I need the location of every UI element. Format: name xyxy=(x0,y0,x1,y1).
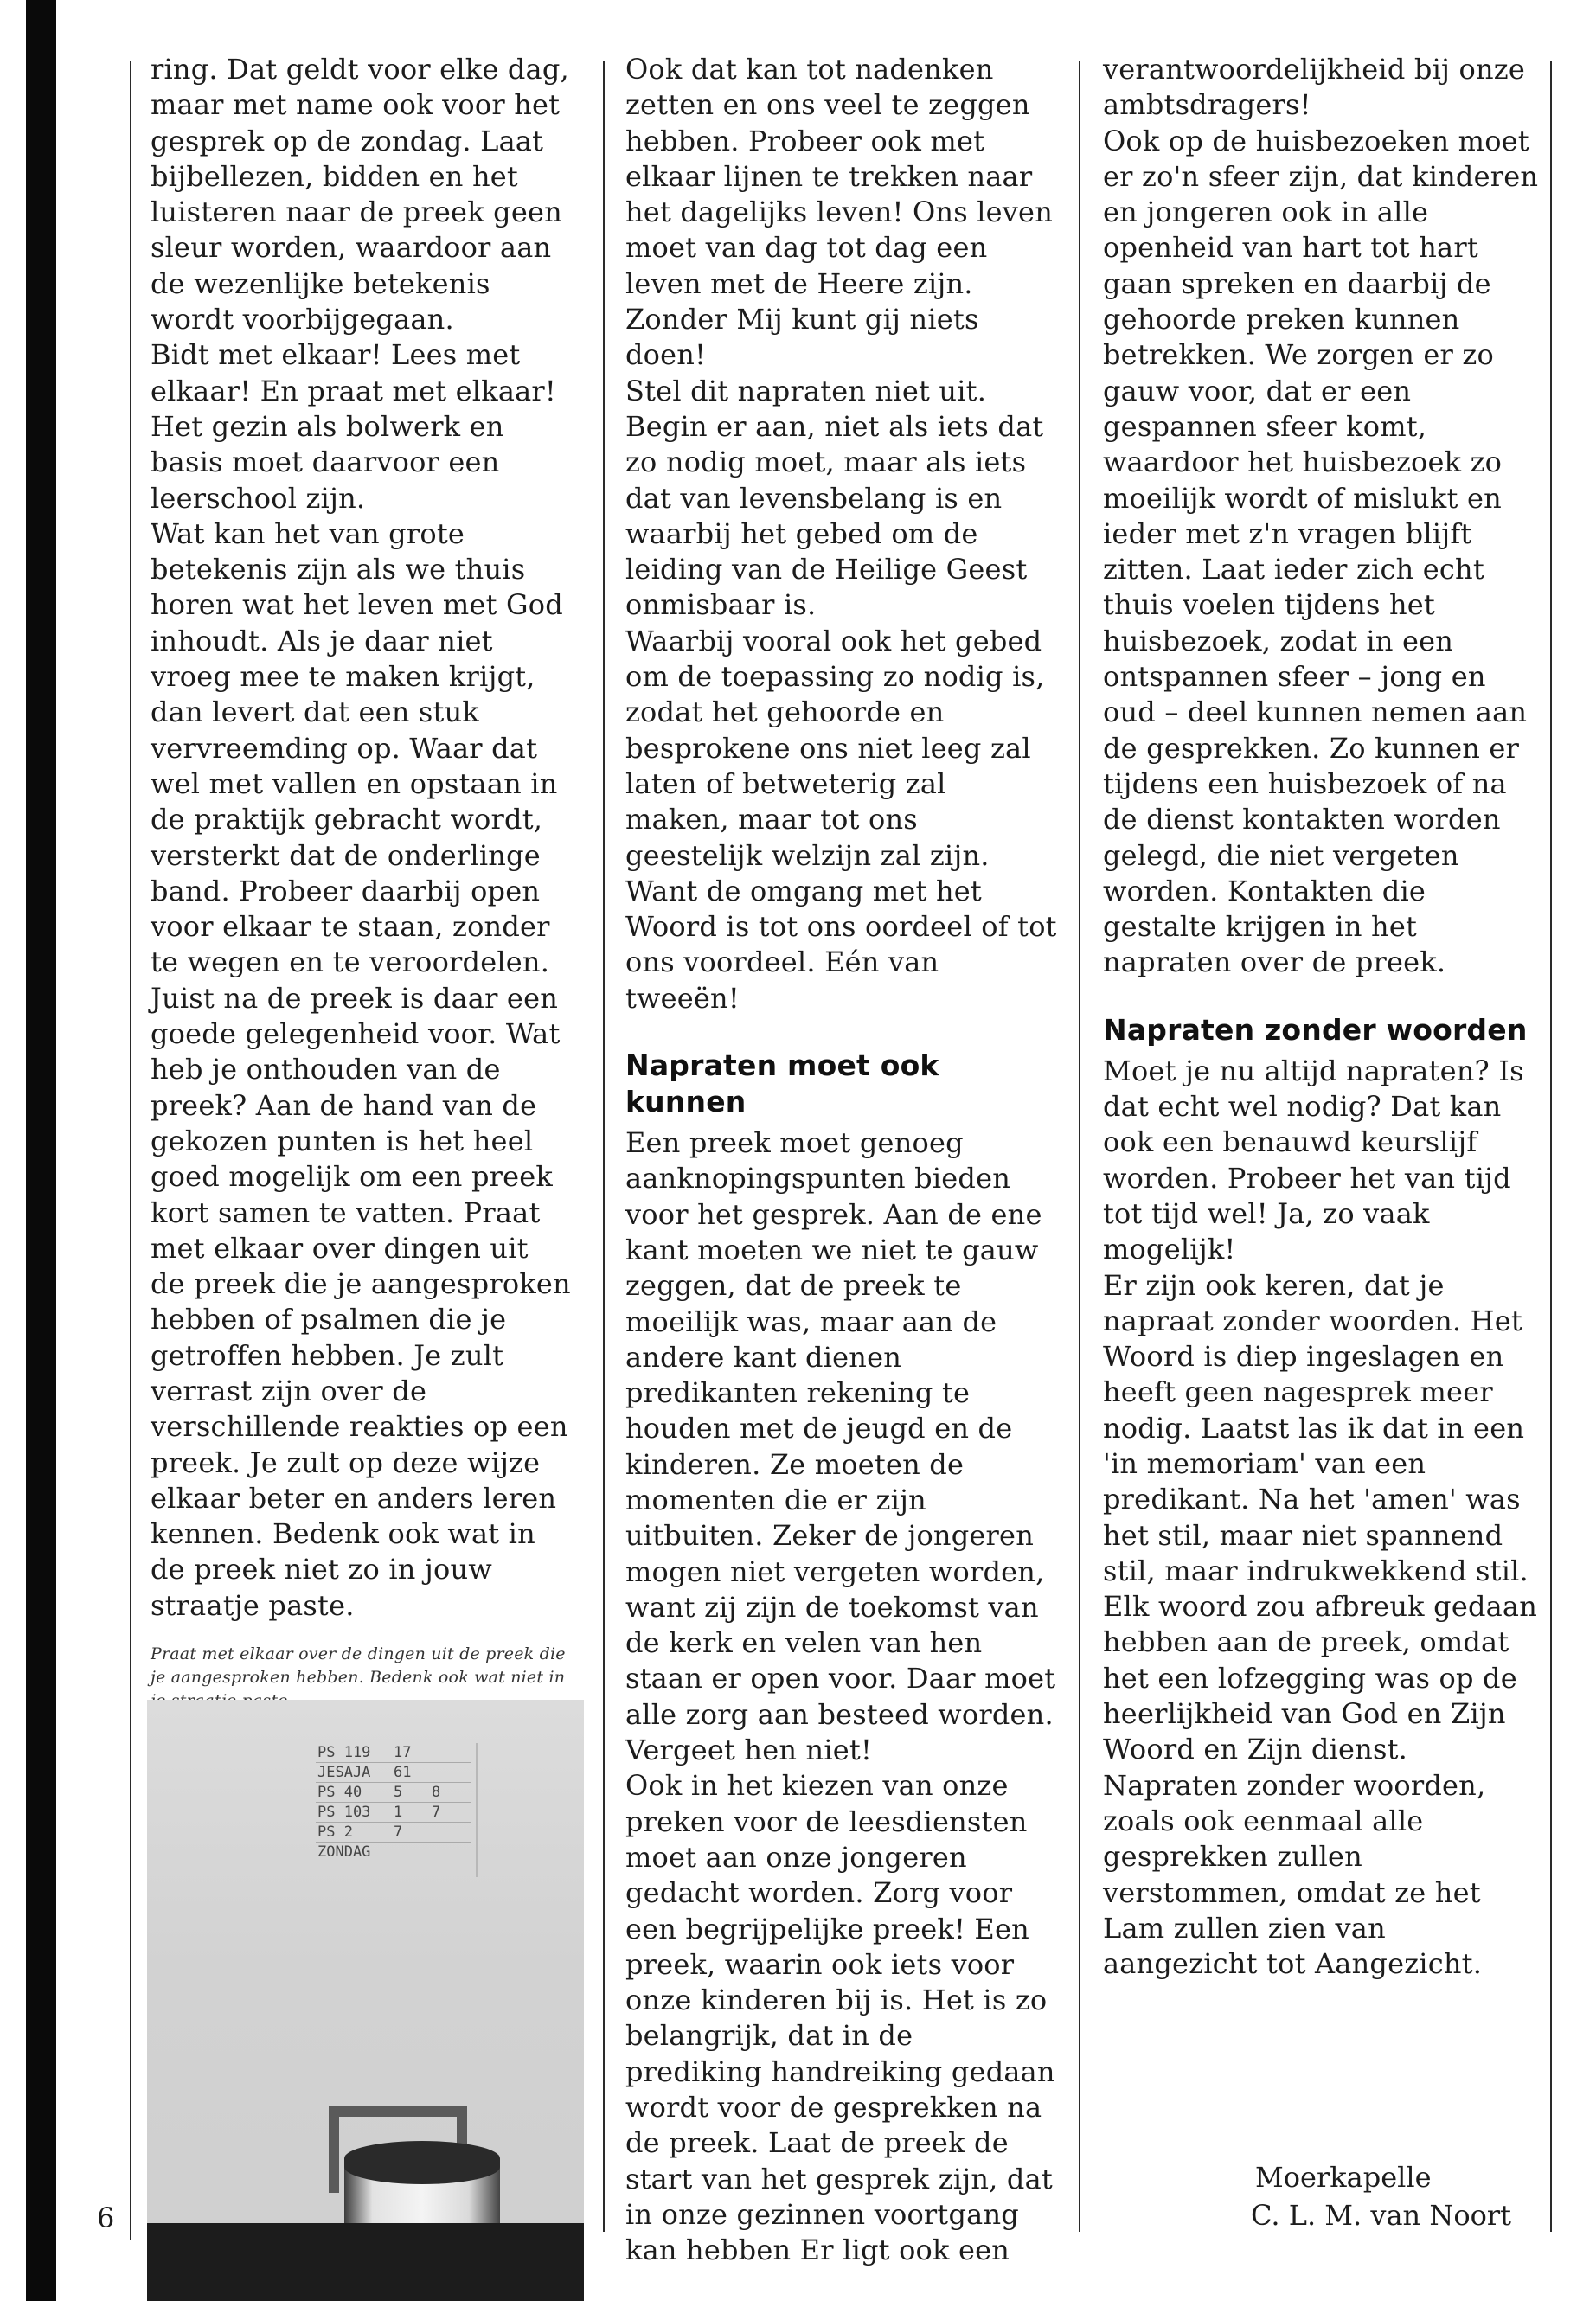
board-row xyxy=(316,1743,471,1763)
board-row xyxy=(316,1803,471,1823)
floor-shadow xyxy=(147,2223,584,2301)
board-cell: 5 xyxy=(394,1784,403,1801)
board-cell: 7 xyxy=(394,1823,403,1841)
paragraph: Bidt met elkaar! Lees met elkaar! En praat met elkaar! Het gezin als bolwerk en basis moet daarvoor een leerschool zijn. xyxy=(151,338,556,515)
paragraph: Ook op de huisbezoeken moet er zo'n sfeer zijn, dat kinderen en jongeren ook in alle openheid van hart tot hart gaan spreken en daarbij de gehoorde preken kunnen betrekken. We zorgen er zo gauw voor, dat er een gespannen sfeer komt, waardoor het huisbezoek zo moeilijk wordt of mislukt en ieder met z'n vragen blijft zitten. Laat ieder zich echt thuis voelen tijdens het huisbezoek, zodat in een ontspannen sfeer – jong en oud – deel kunnen nemen aan de gesprekken. Zo kunnen er tijdens een huisbezoek of na de dienst kontakten worden gelegd, die niet vergeten worden. Kontakten die gestalte krijgen in het napraten over de preek. xyxy=(1103,124,1539,979)
board-cell: JESAJA xyxy=(317,1764,371,1781)
paragraph: Wat kan het van grote betekenis zijn als we thuis horen wat het leven met God inhoudt. Als je daar niet vroeg mee te maken krijgt, dan levert dat een stuk vervreemding op. Waar dat wel met vallen en opstaan in de praktijk gebracht wordt, versterkt dat de onderlinge band. Probeer daarbij open voor elkaar te staan, zonder te wegen en te veroordelen. xyxy=(151,516,563,979)
board-row xyxy=(316,1823,471,1843)
pot-rim xyxy=(344,2141,500,2184)
paragraph: verantwoordelijkheid bij onze ambtsdragers! xyxy=(1103,53,1526,122)
board-cell: 7 xyxy=(432,1804,441,1821)
board-cell: 17 xyxy=(394,1744,412,1761)
paragraph: Moet je nu altijd napraten? Is dat echt wel nodig? Dat kan ook een benauwd keurslijf worden. Probeer het van tijd tot tijd wel! Ja, zo vaak mogelijk! xyxy=(1103,1054,1524,1266)
board-cell: PS 2 xyxy=(317,1823,353,1841)
board-cell: PS 40 xyxy=(317,1784,362,1801)
column-2 xyxy=(625,52,1058,2269)
paragraph: Juist na de preek is daar een goede gelegenheid voor. Wat heb je onthouden van de preek? Aan de hand van de gekozen punten is het heel goed mogelijk om een preek kort samen te vatten. Praat met elkaar over dingen uit de preek die je aangesproken hebben of psalmen die je getroffen hebben. Je zult verrast zijn over de verschillende reakties op een preek. Je zult op deze wijze elkaar beter en anders leren kennen. Bedenk ook wat in de preek niet zo in jouw straatje paste. xyxy=(151,981,571,1622)
photo-caption: Praat met elkaar over de dingen uit de preek die je aangesproken hebben. Bedenk ook wat niet in xyxy=(151,1644,566,1688)
board-cell: 1 xyxy=(394,1804,403,1821)
column-3 xyxy=(1103,52,1540,1982)
board-cell xyxy=(432,1823,466,1842)
column-rule-right xyxy=(1079,61,1080,2232)
signature-place: Moerkapelle xyxy=(1255,2161,1432,2194)
page-number: 6 xyxy=(97,2202,115,2234)
section-heading: Napraten zonder woorden xyxy=(1103,1012,1528,1047)
column-rule-edge xyxy=(1550,61,1552,2232)
paragraph: Ook dat kan tot nadenken zetten en ons veel te zeggen hebben. Probeer ook met elkaar lijnen te trekken naar het dagelijks leven! Ons leven moet van dag tot dag een leven met de Heere zijn. Zonder Mij kunt gij niets doen! xyxy=(625,53,1053,372)
column-rule-middle xyxy=(603,61,605,2232)
board-cell: PS 119 xyxy=(317,1744,371,1761)
paragraph: Stel dit napraten niet uit. Begin er aan, niet als iets dat zo nodig moet, maar als iets dat van levensbelang is en waarbij het gebed om de leiding van de Heilige Geest onmisbaar is. xyxy=(625,374,1044,622)
paragraph: Er zijn ook keren, dat je napraat zonder woorden. Het Woord is diep ingeslagen en heeft geen nagesprek meer nodig. Laatst las ik dat in een 'in memoriam' van een predikant. Na het 'amen' was het stil, maar niet spannend stil, maar indrukwekkend stil. Elk woord zou afbreuk gedaan hebben aan de preek, omdat het een lofzegging was op de heerlijkheid van God en Zijn Woord en Zijn dienst. Napraten zonder woorden, zoals ook eenmaal alle gesprekken zullen verstommen, omdat ze het Lam zullen zien van aangezicht tot Aangezicht. xyxy=(1103,1268,1538,1981)
column-1 xyxy=(151,52,571,1713)
hymn-board-photo xyxy=(147,1700,584,2301)
column-rule-left xyxy=(130,61,131,2240)
signature-name: C. L. M. van Noort xyxy=(1251,2199,1512,2232)
board-cell xyxy=(432,1743,466,1762)
board-row xyxy=(316,1783,471,1803)
board-footer: ZONDAG xyxy=(317,1843,371,1861)
paragraph: Een preek moet genoeg aanknopingspunten bieden voor het gesprek. Aan de ene kant moeten we niet te gauw zeggen, dat de preek te moeilijk was, maar aan de andere kant dienen predikanten rekening te houden met de jeugd en de kinderen. Ze moeten de momenten die er zijn uitbuiten. Zeker de jongeren mogen niet vergeten worden, want zij zijn de toekomst van de kerk en velen van hen staan er open voor. Daar moet alle zorg aan besteed worden. Vergeet hen niet! xyxy=(625,1126,1056,1767)
paragraph: ring. Dat geldt voor elke dag, maar met name ook voor het gesprek op de zondag. Laat bijbellezen, bidden en het luisteren naar de preek geen sleur worden, waardoor aan de wezenlijke betekenis wordt voorbijgegaan. xyxy=(151,53,569,336)
board-cell xyxy=(432,1763,466,1782)
paragraph: Waarbij vooral ook het gebed om de toepassing zo nodig is, zodat het gehoorde en besprokene ons niet leeg zal laten of betweterig zal maken, maar tot ons geestelijk welzijn zal zijn. Want de omgang met het Woord is tot ons oordeel of tot ons voordeel. Eén van tweeën! xyxy=(625,624,1057,1015)
board-row xyxy=(316,1763,471,1783)
section-heading: Napraten moet ook kunnen xyxy=(625,1048,939,1119)
board-cell: 61 xyxy=(394,1764,412,1781)
board-cell: 8 xyxy=(432,1784,441,1801)
page-spine-shadow xyxy=(26,0,56,2301)
paragraph: Ook in het kiezen van onze preken voor de leesdiensten moet aan onze jongeren gedacht worden. Zorg voor een begrijpelijke preek! Een preek, waarin ook iets voor onze kinderen bij is. Het is zo belangrijk, dat in de prediking handreiking gedaan wordt voor de gesprekken na de preek. Laat de preek de start van het gesprek zijn, dat in onze gezinnen voortgang kan hebben Er ligt ook een xyxy=(625,1769,1055,2267)
author-signature xyxy=(1251,2158,1511,2234)
board-cell: PS 103 xyxy=(317,1804,371,1821)
hymn-number-board xyxy=(316,1743,478,1877)
